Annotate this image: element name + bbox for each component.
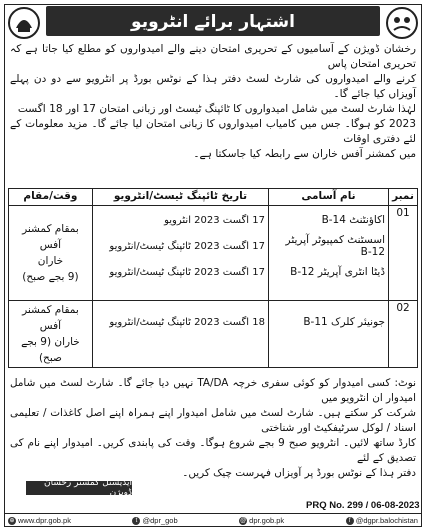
post-name: جونیئر کلرک B-11 (303, 316, 386, 328)
note-paragraph (10, 376, 416, 481)
row-number: 01 (389, 206, 418, 301)
intro-line: کرنے والے امیدواروں کی شارٹ لسٹ دفتر ہذا کے نوٹس بورڈ پر انٹرویو سے دو دن پہلے آویزاں کیا جائے گا۔ (10, 73, 416, 100)
twitter-icon: t (132, 517, 140, 525)
schedule-table (8, 188, 418, 368)
test-date: 18 اگست 2023 ٹائپنگ ٹیسٹ/انٹرویو (109, 316, 265, 328)
header-title-band (46, 6, 380, 36)
header-venue: وقت/مقام (9, 189, 93, 206)
row-number: 02 (389, 301, 418, 368)
facebook-text: @dgpr.balochistan (355, 516, 418, 525)
intro-line: میں کمشنر آفس خاران سے رابطہ کیا جاسکتا ہے۔ (193, 148, 416, 160)
test-date: 17 اگست 2023 ٹائپنگ ٹیسٹ/انٹرویو (109, 266, 265, 278)
globe-icon: ⊕ (9, 517, 15, 524)
email-text: dpr.gob.pk (249, 516, 285, 525)
date-cell (92, 301, 268, 368)
footer-email[interactable] (239, 516, 284, 525)
venue-line: خاران (37, 255, 64, 267)
venue-line: بمقام کمشنر آفس (22, 223, 79, 251)
test-date: 17 اگست 2023 ٹائپنگ ٹیسٹ/انٹرویو (109, 240, 265, 252)
post-name: اکاؤنٹنٹ B-14 (321, 214, 386, 226)
post-cell (268, 301, 388, 368)
venue-line: بمقام کمشنر آفس (22, 304, 79, 332)
post-name: ڈیٹا انٹری آپریٹر B-12 (290, 266, 386, 278)
header-no: نمبر (389, 189, 418, 206)
government-emblem-icon (7, 6, 41, 40)
intro-line: لہٰذا شارٹ لسٹ میں شامل امیدواروں کا ٹائپنگ ٹیسٹ اور زبانی امتحان 17 اور 18 اگست (17, 103, 416, 115)
post-cell (268, 206, 388, 301)
note-line: شرکت کر سکتے ہیں۔ شارٹ لسٹ میں شامل امیدوار اپنے ہمراہ اپنے اصل کاغذات / تعلیمی اسناد / لوکل سرٹیفکیٹ اور شناختی (10, 407, 416, 434)
twitter-text: @dpr_gob (142, 516, 178, 525)
signature-text: ایڈیشنل کمشنر رخشان ڈویژن (43, 478, 132, 498)
table-row (9, 301, 418, 368)
venue-cell (9, 206, 93, 301)
website-text: www.dpr.gob.pk (18, 516, 71, 525)
header-title: اشتہار برائے انٹرویو (131, 11, 295, 32)
header-post: نام آسامی (268, 189, 388, 206)
prq-number: PRQ No. 299 / 06-08-2023 (306, 500, 420, 511)
intro-line: 2023 کو ہوگا۔ جس میں کامیاب امیدواروں کا زبانی امتحان لیا جائے گا۔ مزید معلومات کے لئے دفتری اوقات (10, 118, 416, 145)
venue-cell (9, 301, 93, 368)
footer-twitter[interactable] (132, 516, 177, 525)
balochistan-emblem-icon (385, 6, 419, 40)
test-date: 17 اگست 2023 انٹرویو (164, 214, 265, 226)
footer-website[interactable] (8, 516, 71, 525)
table-header-row (9, 189, 418, 206)
footer-bar (4, 513, 422, 527)
table-row (9, 206, 418, 301)
note-line: کارڈ ساتھ لائیں۔ انٹرویو صبح 9 بجے شروع ہوگا۔ وقت کی پابندی کریں۔ امیدوار اپنے نام کی تصدیق کے لئے (10, 437, 416, 464)
venue-line: خاران (9 بجے صبح) (21, 336, 80, 364)
venue-line: (9 بجے صبح) (22, 271, 79, 283)
header-date: تاریخ ٹائپنگ ٹیسٹ/انٹرویو (92, 189, 268, 206)
note-line: دفتر ہذا کے نوٹس بورڈ پر آویزاں فہرست چیک کریں۔ (182, 467, 416, 479)
note-line: نوٹ: کسی امیدوار کو کوئی سفری خرچہ TA/DA نہیں دیا جائے گا۔ شارٹ لسٹ میں شامل امیدوار ان انٹرویو میں (10, 377, 416, 404)
post-name: اسسٹنٹ کمپیوٹر آپریٹر B-12 (285, 234, 386, 258)
mail-icon: @ (240, 517, 247, 524)
footer-facebook[interactable] (346, 516, 418, 525)
intro-line: رخشان ڈویژن کے آسامیوں کے تحریری امتحان دینے والے امیدواروں کو مطلع کیا جاتا ہے کہ تحریری امتحان پاس (10, 43, 416, 70)
date-cell (92, 206, 268, 301)
signature-band (26, 478, 132, 498)
intro-paragraph (10, 42, 416, 162)
facebook-icon: f (346, 517, 354, 525)
